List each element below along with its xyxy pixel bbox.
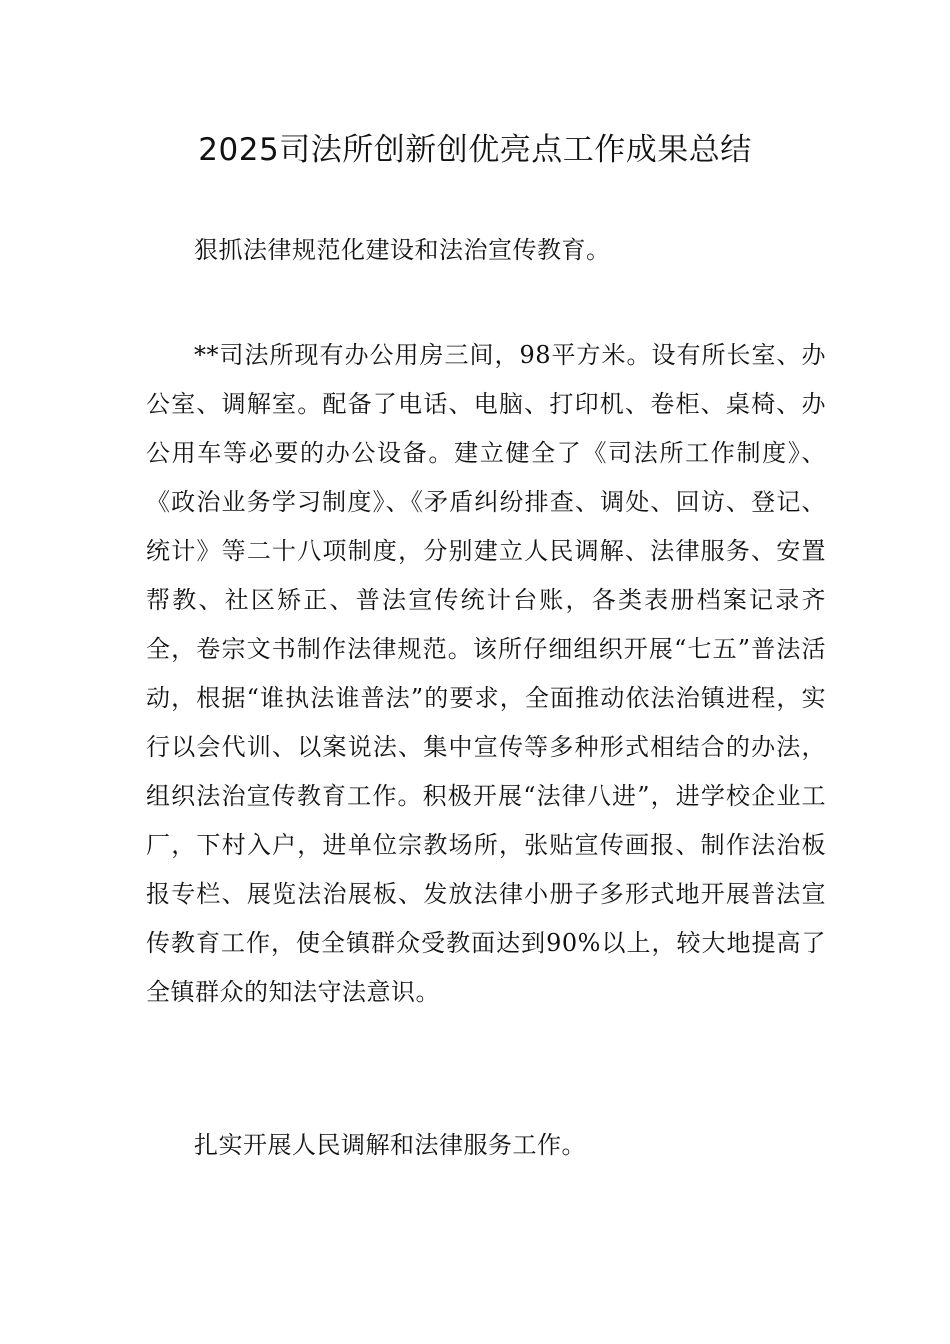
body-paragraph: **司法所现有办公用房三间，98平方米。设有所长室、办公室、调解室。配备了电话、电脑、打印机、卷柜、桌椅、办公用车等必要的办公设备。建立健全了《司法所工作制度》、《政治业务学习制度》、《矛盾纠纷排查、调处、回访、登记、统计》等二十八项制度，分别建立人民调解、法律服务、安置帮教、社区矫正、普法宣传统计台账，各类表册档案记录齐全，卷宗文书制作法律规范。该所仔细组织开展“七五”普法活动，根据“谁执法谁普法”的要求，全面推动依法治镇进程，实行以会代训、以案说法、集中宣传等多种形式相结合的办法，组织法治宣传教育工作。积极开展“法律八进”，进学校企业工厂，下村入户，进单位宗教场所，张贴宣传画报、制作法治板报专栏、展览法治展板、发放法律小册子多形式地开展普法宣传教育工作，使全镇群众受教面达到90%以上，较大地提高了全镇群众的知法守法意识。 xyxy=(146,341,826,1006)
section-heading-legal-standardization: 狠抓法律规范化建设和法治宣传教育。 xyxy=(194,236,611,264)
section-heading-mediation-services: 扎实开展人民调解和法律服务工作。 xyxy=(194,1131,586,1159)
document-title: 2025司法所创新创优亮点工作成果总结 xyxy=(198,132,752,168)
